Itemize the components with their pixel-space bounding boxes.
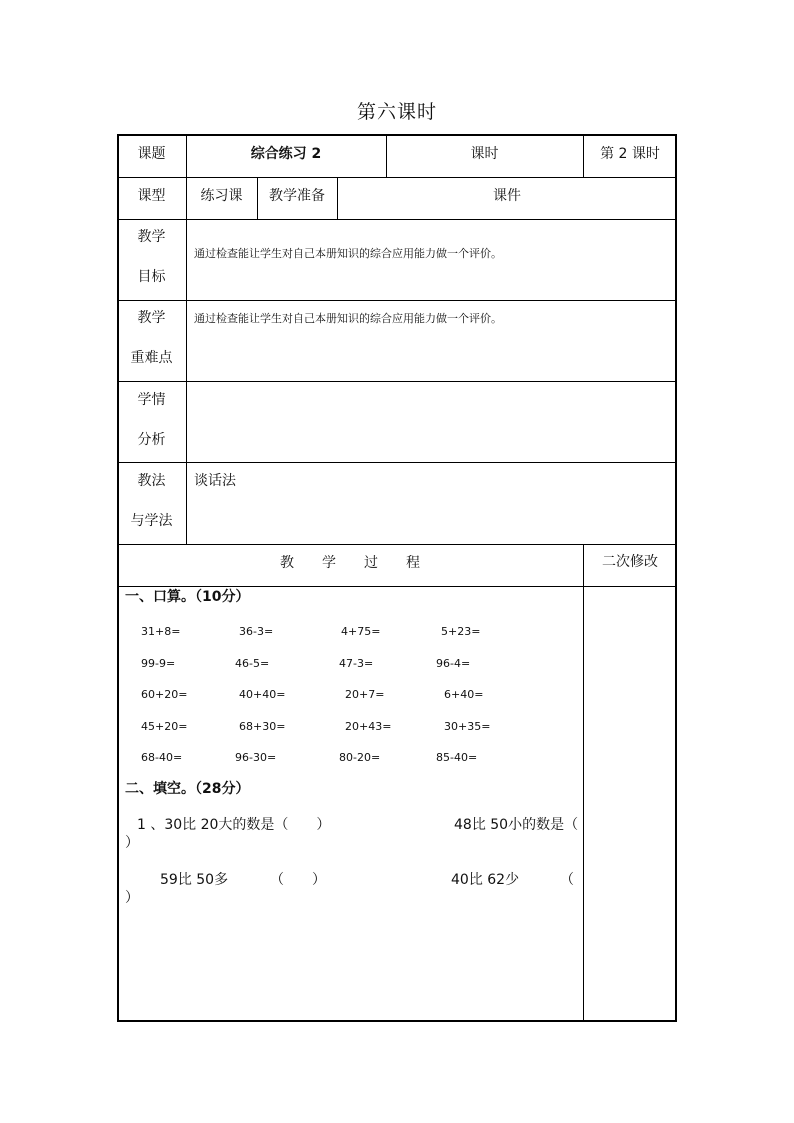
section-2-title: 二、填空。（28分） <box>125 781 250 797</box>
calc-item: 68-40= <box>141 751 183 764</box>
goal-label: 目标 <box>137 269 166 285</box>
fill-question-2-left: 59比 50多 <box>160 872 229 888</box>
goal-text: 通过检查能让学生对自己本册知识的综合应用能力做一个评价。 <box>194 247 502 260</box>
key-points-label: 重难点 <box>130 350 173 366</box>
period-label: 课时 <box>470 146 499 162</box>
type-value: 练习课 <box>200 188 243 204</box>
fill-question-1-wrap: ） <box>125 835 139 851</box>
fill-question-2-right: 40比 62少 <box>451 872 520 888</box>
revision-header: 二次修改 <box>602 554 658 570</box>
type-label: 课型 <box>137 188 166 204</box>
fill-question-2-left-paren: （ ） <box>270 872 326 888</box>
calc-item: 40+40= <box>239 688 286 701</box>
calc-item: 4+75= <box>341 625 381 638</box>
row-divider <box>117 381 677 382</box>
row-divider <box>117 544 677 545</box>
calc-item: 6+40= <box>444 688 484 701</box>
analysis-label: 分析 <box>137 432 166 448</box>
calc-item: 85-40= <box>436 751 478 764</box>
calc-item: 60+20= <box>141 688 188 701</box>
calc-item: 99-9= <box>141 657 176 670</box>
calc-item: 80-20= <box>339 751 381 764</box>
calc-item: 30+35= <box>444 720 491 733</box>
calc-item: 5+23= <box>441 625 481 638</box>
goal-label: 教学 <box>137 229 166 245</box>
row-divider <box>117 586 677 587</box>
fill-question-2-right-paren: （ <box>560 872 574 888</box>
topic-value: 综合练习 2 <box>250 146 322 162</box>
row-divider <box>117 300 677 301</box>
period-value: 第 2 课时 <box>600 146 660 162</box>
key-points-label: 教学 <box>137 310 166 326</box>
calc-item: 47-3= <box>339 657 374 670</box>
method-label: 与学法 <box>130 513 173 529</box>
process-header: 教 学 过 程 <box>280 555 420 571</box>
method-text: 谈话法 <box>194 473 236 489</box>
calc-item: 96-4= <box>436 657 471 670</box>
calc-item: 46-5= <box>235 657 270 670</box>
column-divider <box>583 544 584 1022</box>
calc-item: 96-30= <box>235 751 277 764</box>
fill-question-1-right: 48比 50小的数是（ <box>454 817 579 833</box>
calc-item: 36-3= <box>239 625 274 638</box>
topic-label: 课题 <box>137 146 166 162</box>
calc-item: 68+30= <box>239 720 286 733</box>
calc-item: 45+20= <box>141 720 188 733</box>
prep-label: 教学准备 <box>269 188 325 204</box>
row-divider <box>117 177 677 178</box>
row-divider <box>117 462 677 463</box>
prep-value: 课件 <box>493 188 521 204</box>
fill-question-1-left: 1 、30比 20大的数是（ ） <box>137 817 331 833</box>
analysis-label: 学情 <box>137 392 166 408</box>
calc-item: 20+7= <box>345 688 385 701</box>
method-label: 教法 <box>137 473 166 489</box>
key-points-text: 通过检查能让学生对自己本册知识的综合应用能力做一个评价。 <box>194 312 502 325</box>
calc-item: 31+8= <box>141 625 181 638</box>
section-1-title: 一、口算。（10分） <box>125 589 250 605</box>
calc-item: 20+43= <box>345 720 392 733</box>
fill-question-2-wrap: ） <box>125 890 139 906</box>
row-divider <box>117 219 677 220</box>
page-title: 第六课时 <box>356 101 437 123</box>
